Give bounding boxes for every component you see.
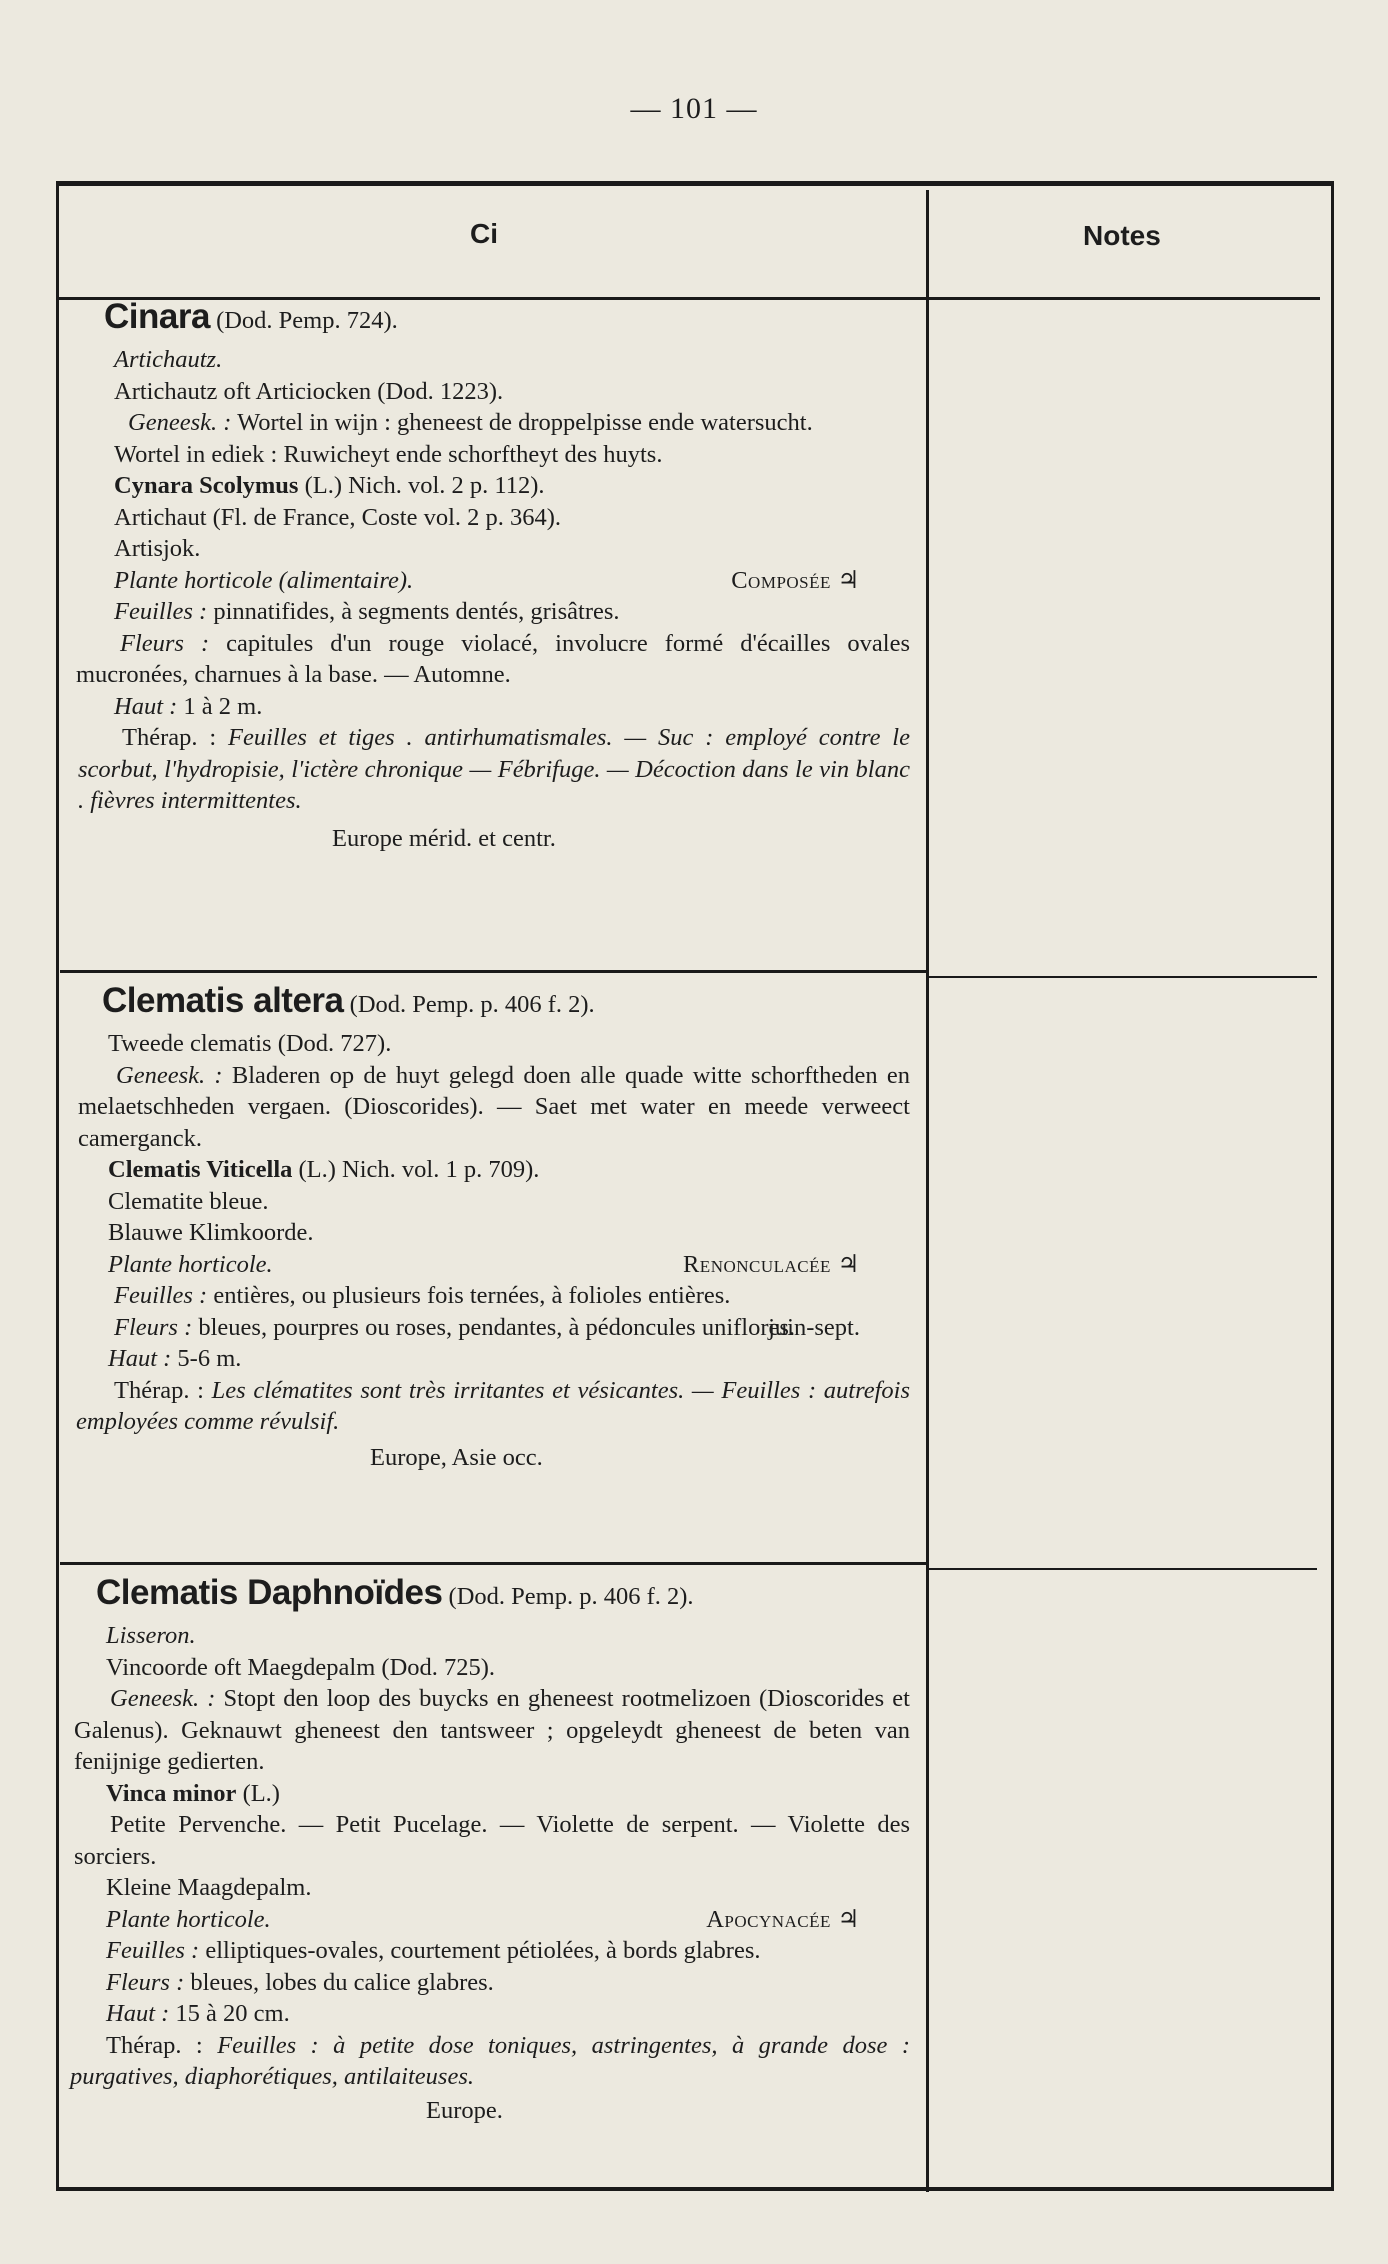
plant-type: Plante horticole. [106,1905,271,1933]
flowers [70,628,910,691]
geneesk-label: Geneesk. : [116,1061,223,1089]
flowers-season: juin-sept. [768,1313,860,1341]
leaves-text: elliptiques-ovales, courtement pétiolées, à bords glabres. [199,1937,761,1964]
therapeutic-label: Thérap. : [106,2031,218,2059]
dodoens-ref: (Dod. Pemp. p. 406 f. 2). [349,991,595,1018]
medicinal-use [70,1683,910,1778]
flowers-label: Fleurs : [120,629,210,657]
height [70,1343,910,1375]
geneesk-text: Wortel in wijn : gheneest de droppelpisse ende watersucht. [231,409,813,436]
leaves-label: Feuilles : [114,1282,208,1309]
dutch-modern-name: Kleine Maagdepalm. [106,1874,312,1901]
dodoens-ref: (Dod. Pemp. p. 406 f. 2). [448,1583,694,1610]
entry-title [70,294,910,344]
height-text: 15 à 20 cm. [169,2000,290,2027]
plant-type: Plante horticole (alimentaire). [114,566,414,594]
therapeutic-label: Thérap. : [114,1376,212,1404]
region: Europe. [426,2096,503,2124]
genus-name: Cinara [104,297,210,336]
plant-family: Renonculacée ♃ [682,1250,860,1278]
flowers-text: bleues, pourpres ou roses, pendantes, à pédoncules uniflores. [192,1313,796,1341]
flowers [70,1967,910,1999]
entry-clematis-daphnoides [70,1570,910,2126]
entry-title [70,1570,910,1620]
height [70,691,910,723]
plant-family: Apocynacée ♃ [706,1905,860,1933]
leaves [70,1935,910,1967]
page-number: — 101 — [630,92,758,125]
species-line [70,1778,910,1810]
french-name: Petite Pervenche. — Petit Pucelage. — Violette de serpent. — Violette des sorciers. [74,1811,910,1870]
vernacular-name: Artichautz. [114,346,223,373]
plant-type-line [70,1249,910,1281]
therapeutic [70,2030,910,2093]
leaves [70,596,910,628]
medicinal-use-2: Wortel in ediek : Ruwicheyt ende schorftheyt des huyts. [114,440,663,468]
therapeutic [70,1375,910,1438]
species-name: Clematis Viticella [108,1156,293,1183]
species-ref: (L.) Nich. vol. 2 p. 112). [298,472,545,499]
dutch-name: Vincoorde oft Maegdepalm (Dod. 725). [106,1653,496,1681]
plant-family: Composée ♃ [731,566,860,594]
species-line [70,470,910,502]
french-name: Artichaut (Fl. de France, Coste vol. 2 p. 364). [114,503,562,531]
dutch-modern-name: Artisjok. [114,535,201,562]
genus-name: Clematis altera [102,981,344,1020]
medicinal-use [70,407,910,439]
entry-separator [60,970,926,973]
flowers-text: bleues, lobes du calice glabres. [184,1968,494,1996]
therapeutic-text: Feuilles : à petite dose toniques, astringentes, à grande dose : purgatives, diaphorétiques, antilaiteuses. [70,2031,910,2090]
column-header-notes: Notes [1083,220,1161,251]
leaves-text: pinnatifides, à segments dentés, grisâtres. [207,598,620,625]
genus-name: Clematis Daphnoïdes [96,1573,443,1612]
region: Europe mérid. et centr. [332,824,556,852]
species-name: Vinca minor [106,1779,237,1807]
plant-type: Plante horticole. [108,1250,273,1278]
therapeutic-text: Feuilles et tiges . antirhumatismales. — Suc : employé contre le scorbut, l'hydropisie, l'ictère chronique — Fébrifuge. — Décoction dans le vin blanc . fièvres intermittentes. [78,724,910,814]
height-label: Haut : [108,1345,172,1372]
column-header-ci: Ci [470,218,498,249]
therapeutic-text: Les clématites sont très irritantes et vésicantes. — Feuilles : autrefois employées comme révulsif. [76,1376,910,1435]
vernacular-name: Lisseron. [106,1622,196,1649]
column-divider [926,190,929,2192]
notes-separator [929,976,1317,978]
height-label: Haut : [114,692,178,720]
flowers-label: Fleurs : [114,1313,193,1341]
flowers-label: Fleurs : [106,1968,185,1996]
geneesk-text: Bladeren op de huyt gelegd doen alle quade witte schorftheden en melaetschheden vergaen. (Dioscorides). — Saet met water en meede verweect camerganck. [78,1061,911,1152]
dutch-name: Artichautz oft Articiocken (Dod. 1223). [114,377,504,405]
species-line [70,1154,910,1186]
notes-separator [929,1568,1317,1570]
height [70,1998,910,2030]
french-name: Clematite bleue. [108,1187,269,1215]
geneesk-label: Geneesk. : [128,409,232,436]
species-name: Cynara Scolymus [114,472,299,499]
region: Europe, Asie occ. [370,1443,543,1471]
leaves-label: Feuilles : [106,1937,200,1964]
height-text: 5-6 m. [171,1345,242,1372]
leaves [70,1280,910,1312]
dodoens-ref: (Dod. Pemp. 724). [216,307,398,334]
flowers-text: capitules d'un rouge violacé, involucre formé d'écailles ovales mucronées, charnues à la base. — Automne. [76,629,910,688]
leaves-text: entières, ou plusieurs fois ternées, à folioles entières. [207,1282,731,1309]
geneesk-label: Geneesk. : [110,1685,216,1712]
geneesk-text: Stopt den loop des buycks en gheneest rootmelizoen (Dioscorides et Galenus). Geknauwt gheneest den tantsweer ; opgeleydt gheneest de beten van fenijnige gedierten. [74,1685,910,1775]
dutch-name: Tweede clematis (Dod. 727). [108,1030,392,1057]
dutch-modern-name: Blauwe Klimkoorde. [108,1219,314,1246]
species-ref: (L.) Nich. vol. 1 p. 709). [292,1156,540,1183]
height-label: Haut : [106,2000,170,2027]
entry-separator [60,1562,926,1565]
height-text: 1 à 2 m. [177,692,263,720]
species-ref: (L.) [236,1779,280,1807]
plant-type-line [70,1904,910,1936]
medicinal-use [70,1060,910,1155]
plant-type-line [70,565,910,597]
therapeutic [70,722,910,817]
entry-title [70,978,910,1028]
therapeutic-label: Thérap. : [122,724,229,751]
entry-cinara [70,294,910,854]
leaves-label: Feuilles : [114,598,208,625]
entry-clematis-altera [70,978,910,1473]
